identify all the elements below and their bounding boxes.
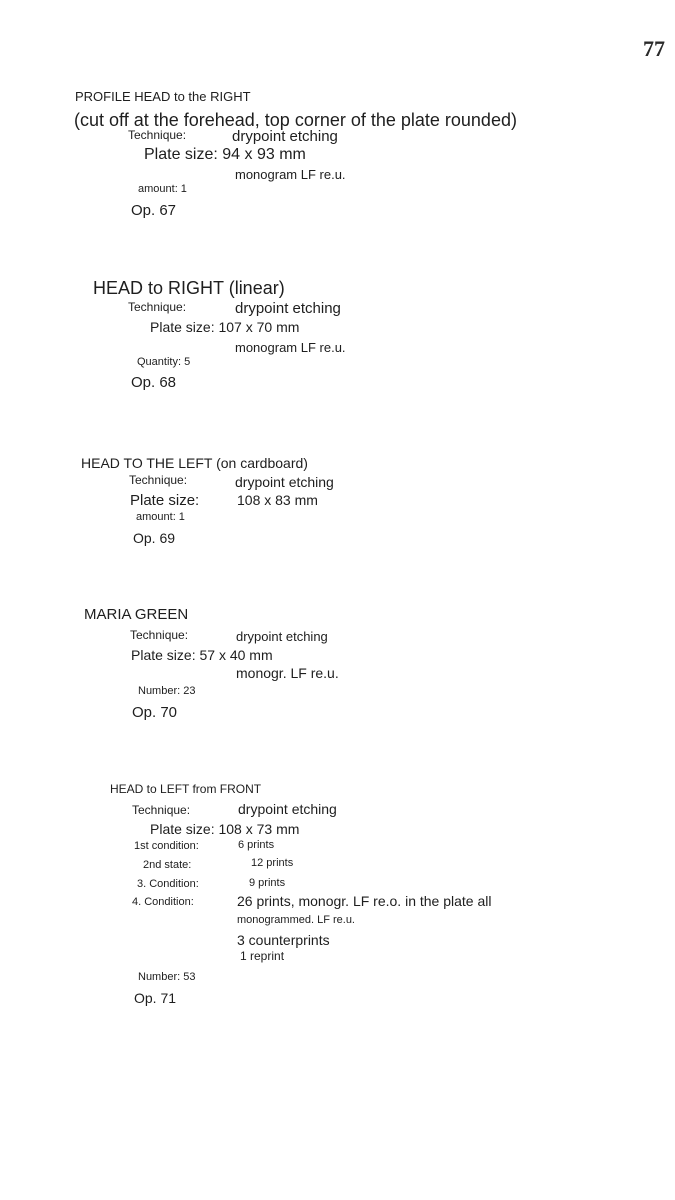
entry-71-state-3-value: 9 prints [249, 877, 286, 889]
entry-71-state-4-label: 4. Condition: [132, 896, 194, 908]
entry-70-plate-size: Plate size: 57 x 40 mm [131, 647, 273, 663]
entry-71-state-3-label: 3. Condition: [137, 878, 199, 890]
entry-71-note-1: monogrammed. LF re.u. [237, 914, 355, 926]
entry-71-state-2-value: 12 prints [251, 857, 294, 869]
entry-67-monogram: monogram LF re.u. [235, 167, 346, 182]
entry-68-opus: Op. 68 [131, 374, 177, 391]
entry-67-plate-size: Plate size: 94 x 93 mm [144, 146, 306, 163]
entry-67-subtitle: (cut off at the forehead, top corner of the plate rounded) [74, 110, 517, 130]
entry-68-technique-label: Technique: [128, 300, 187, 314]
entry-68-count: Quantity: 5 [137, 356, 191, 368]
entry-71-state-2-label: 2nd state: [143, 859, 192, 871]
entry-71-technique-label: Technique: [132, 803, 191, 817]
entry-67-technique-value: drypoint etching [232, 128, 338, 145]
entry-68-technique-value: drypoint etching [235, 300, 341, 317]
entry-71-count: Number: 53 [138, 971, 196, 983]
entry-71-state-1-value: 6 prints [238, 839, 275, 851]
entry-71-note-2: 3 counterprints [237, 932, 330, 948]
entry-70-monogram: monogr. LF re.u. [236, 665, 339, 681]
entry-70-technique-label: Technique: [130, 628, 189, 642]
entry-67-opus: Op. 67 [131, 202, 177, 219]
entry-69-title: HEAD TO THE LEFT (on cardboard) [81, 455, 308, 471]
page-number: 77 [643, 36, 665, 61]
entry-68-plate-size: Plate size: 107 x 70 mm [150, 319, 300, 335]
entry-68-title: HEAD to RIGHT (linear) [93, 278, 285, 298]
entry-70-count: Number: 23 [138, 685, 196, 697]
entry-69-technique-label: Technique: [129, 473, 188, 487]
entry-69-plate-size-label: Plate size: [130, 492, 200, 509]
entry-71-state-1-label: 1st condition: [134, 840, 199, 852]
entry-68-monogram: monogram LF re.u. [235, 340, 346, 355]
entry-69-plate-size-value: 108 x 83 mm [237, 492, 318, 508]
entry-70-technique-value: drypoint etching [236, 629, 328, 644]
entry-70-opus: Op. 70 [132, 704, 178, 721]
entry-70-title: MARIA GREEN [84, 606, 189, 623]
entry-71-opus: Op. 71 [134, 990, 177, 1006]
entry-71-state-4-value: 26 prints, monogr. LF re.o. in the plate all [237, 893, 492, 909]
entry-69-opus: Op. 69 [133, 530, 176, 546]
entry-71-plate-size: Plate size: 108 x 73 mm [150, 821, 300, 837]
entry-69-count: amount: 1 [136, 511, 185, 523]
entry-71-title: HEAD to LEFT from FRONT [110, 782, 262, 796]
entry-71-note-3: 1 reprint [240, 949, 285, 963]
entry-67-technique-label: Technique: [128, 128, 187, 142]
entry-69-technique-value: drypoint etching [235, 474, 334, 490]
entry-67-count: amount: 1 [138, 183, 187, 195]
entry-67-title: PROFILE HEAD to the RIGHT [75, 89, 251, 104]
entry-71-technique-value: drypoint etching [238, 801, 337, 817]
